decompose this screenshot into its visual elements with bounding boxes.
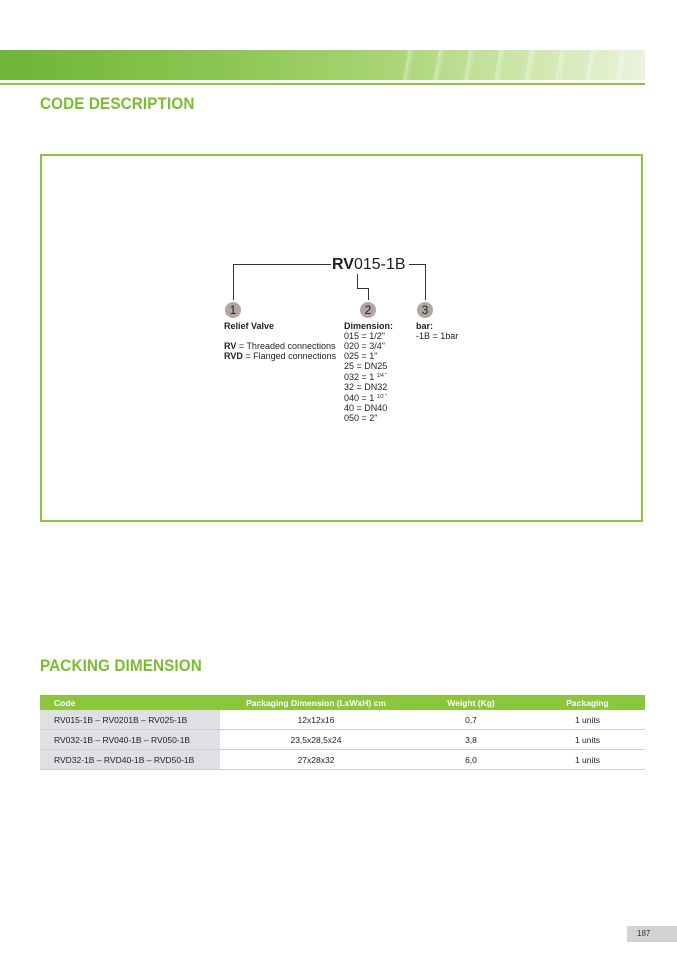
- part-3-heading: bar:: [416, 321, 434, 331]
- code-description-title: CODE DESCRIPTION: [40, 94, 195, 113]
- dimension-item: 32 = DN32: [344, 382, 388, 392]
- dimension-item: 032 = 1 $^{1/4 "}$: [344, 372, 387, 382]
- cell-dimension: 23,5x28,5x24: [220, 730, 412, 750]
- part-1-heading: Relief Valve: [224, 321, 275, 331]
- cell-packaging: 1 units: [530, 750, 645, 770]
- dimension-item: 025 = 1": [344, 351, 378, 361]
- cell-weight: 0,7: [412, 710, 530, 730]
- page-number: 187: [627, 926, 677, 942]
- table-row: [40, 750, 645, 770]
- bar-item: -1B = 1bar: [416, 331, 459, 341]
- connector-line-3-vertical: [425, 264, 426, 300]
- cell-weight: 3,8: [412, 730, 530, 750]
- column-header-code: Code: [40, 695, 220, 710]
- part-3-number-badge: 3: [417, 302, 433, 318]
- code-prefix: RV: [332, 256, 354, 273]
- packing-table: [40, 695, 645, 770]
- part-1-description: [224, 321, 336, 361]
- header-banner: [0, 50, 645, 80]
- table-row: [40, 730, 645, 750]
- part-1-number-badge: 1: [225, 302, 241, 318]
- cell-dimension: 27x28x32: [220, 750, 412, 770]
- dimension-item: 050 = 2": [344, 413, 378, 423]
- cell-code: RVD32-1B – RVD40-1B – RVD50-1B: [40, 750, 220, 770]
- code-example: [332, 256, 406, 274]
- part-2-number-badge: 2: [360, 302, 376, 318]
- column-header-dimension: Packaging Dimension (LxWxH) cm: [220, 695, 412, 710]
- code-suffix: 015-1B: [353, 256, 406, 273]
- connector-line-2-vertical-top: [357, 274, 358, 288]
- dimension-item: 020 = 3/4": [344, 341, 385, 351]
- connector-line-2-vertical: [368, 288, 369, 300]
- dimension-item: 040 = 1 $^{1/2 "}$: [344, 393, 387, 403]
- connector-line-1-horizontal: [233, 264, 331, 265]
- part-2-heading: Dimension:: [344, 321, 394, 331]
- part-1-line-rvd: RVD = Flanged connections: [224, 351, 337, 361]
- column-header-weight: Weight (Kg): [412, 695, 530, 710]
- cell-weight: 6,0: [412, 750, 530, 770]
- part-3-description: [416, 321, 458, 341]
- cell-packaging: 1 units: [530, 730, 645, 750]
- dimension-item: 015 = 1/2": [344, 331, 385, 341]
- connector-line-3-horizontal: [409, 264, 425, 265]
- part-1-line-rv: RV = Threaded connections: [224, 341, 336, 351]
- packing-dimension-title: PACKING DIMENSION: [40, 656, 202, 675]
- banner-decoration: [385, 50, 645, 80]
- cell-code: RV032-1B – RV040-1B – RV050-1B: [40, 730, 220, 750]
- header-divider: [0, 83, 645, 85]
- dimension-item: 25 = DN25: [344, 361, 388, 371]
- cell-packaging: 1 units: [530, 710, 645, 730]
- dimension-item: 40 = DN40: [344, 403, 388, 413]
- cell-code: RV015-1B – RV0201B – RV025-1B: [40, 710, 220, 730]
- cell-dimension: 12x12x16: [220, 710, 412, 730]
- table-header-row: [40, 695, 645, 710]
- column-header-packaging: Packaging: [530, 695, 645, 710]
- table-row: [40, 710, 645, 730]
- code-description-box: [40, 154, 643, 522]
- part-2-description: [344, 321, 393, 423]
- connector-line-1-vertical: [233, 264, 234, 300]
